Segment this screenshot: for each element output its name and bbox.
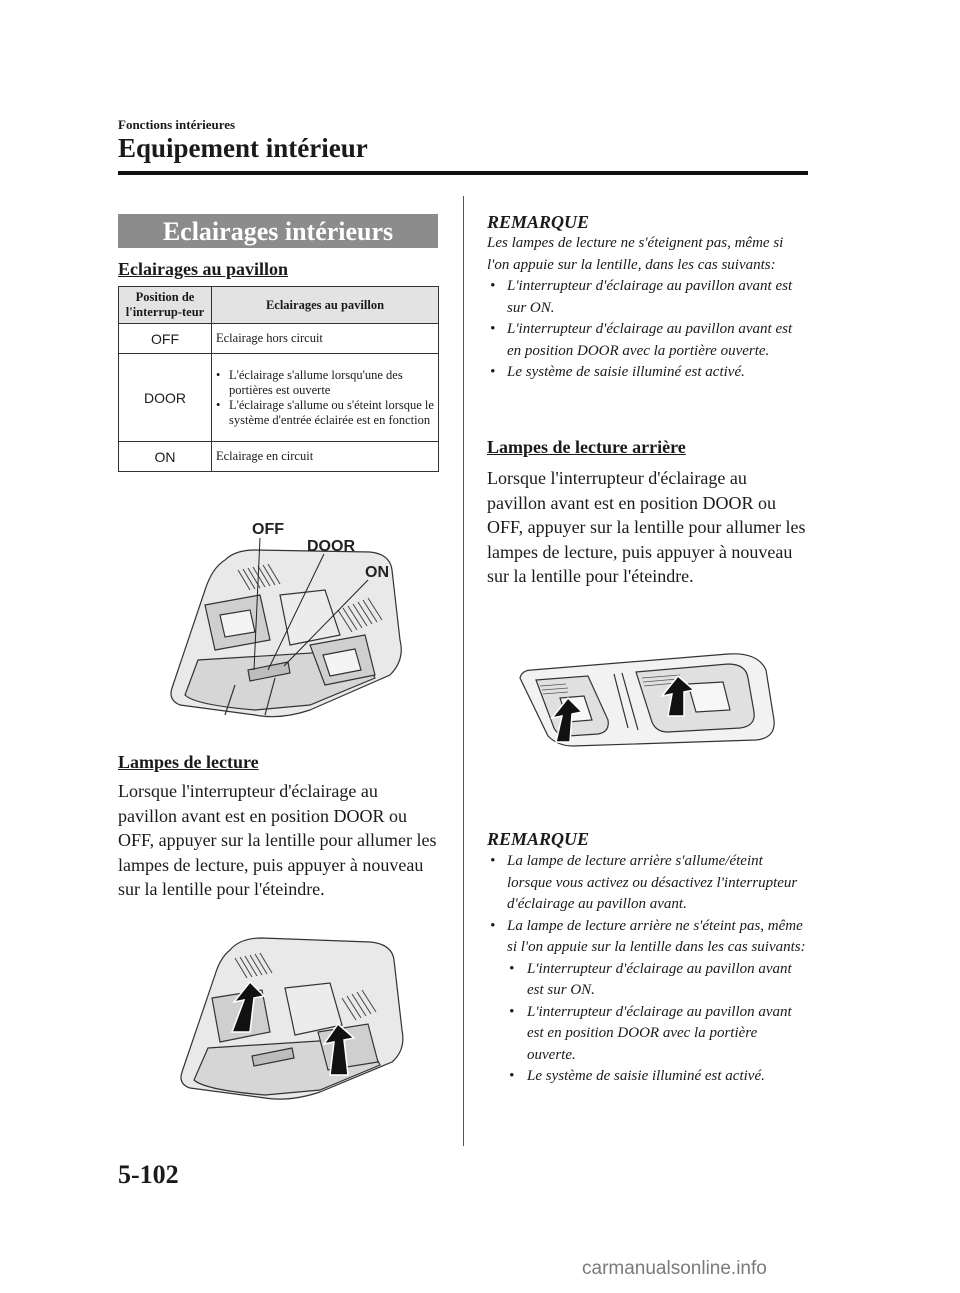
watermark: carmanualsonline.info bbox=[582, 1258, 767, 1279]
remarque-2 bbox=[487, 851, 809, 1088]
bullet-icon: • bbox=[490, 917, 496, 934]
bullet-icon: • bbox=[509, 1068, 515, 1084]
bullet-icon: • bbox=[509, 1003, 515, 1020]
list-item-text: Le système de saisie illuminé est activé. bbox=[507, 364, 745, 380]
remarque-intro: Les lampes de lecture ne s'éteignent pas, même si l'on appuie sur la lentille, dans les cas suivants: bbox=[487, 235, 784, 273]
section-banner: Eclairages intérieurs bbox=[118, 214, 438, 248]
bullet-icon: • bbox=[490, 321, 496, 337]
bullet-icon: • bbox=[490, 278, 496, 294]
table-header-lighting: Eclairages au pavillon bbox=[212, 287, 439, 324]
door-label: DOOR bbox=[307, 538, 355, 555]
remarque-title-1: REMARQUE bbox=[487, 212, 590, 232]
list-item-text: Le système de saisie illuminé est activé. bbox=[527, 1068, 765, 1084]
front-reading-lamp-figure bbox=[170, 920, 430, 1110]
sub-list-item bbox=[487, 1066, 809, 1088]
header-rule bbox=[118, 171, 808, 175]
list-item-text: L'interrupteur d'éclairage au pavillon avant est sur ON. bbox=[527, 960, 792, 998]
sub-list-item bbox=[487, 959, 809, 1002]
list-item-text: L'interrupteur d'éclairage au pavillon avant est en position DOOR avec la portière ouverte. bbox=[527, 1003, 792, 1063]
description-cell: Eclairage en circuit bbox=[212, 442, 439, 472]
switch-position-table bbox=[118, 286, 439, 472]
list-item bbox=[487, 362, 809, 384]
list-item bbox=[216, 398, 434, 428]
description-cell: Eclairage hors circuit bbox=[212, 324, 439, 354]
off-label: OFF bbox=[252, 521, 284, 538]
list-item bbox=[487, 851, 809, 916]
page-number: 5-102 bbox=[118, 1160, 179, 1189]
list-item bbox=[487, 319, 809, 362]
position-cell: ON bbox=[119, 442, 212, 472]
bullet-icon: • bbox=[490, 853, 496, 869]
column-divider bbox=[463, 196, 464, 1146]
list-item-text: L'éclairage s'allume ou s'éteint lorsque le système d'entrée éclairée est en fonction bbox=[229, 397, 434, 427]
position-cell: OFF bbox=[119, 324, 212, 354]
lampes-arriere-paragraph: Lorsque l'interrupteur d'éclairage au pavillon avant est en position DOOR ou OFF, appuyer sur la lentille pour allumer les lampes de lecture, puis appuyer à nouveau sur la lentille pour l'éteindre. bbox=[487, 468, 806, 586]
heading-lampes-arriere: Lampes de lecture arrière bbox=[487, 437, 686, 457]
list-item bbox=[487, 276, 809, 319]
list-item-text: L'éclairage s'allume lorsqu'une des portières est ouverte bbox=[229, 367, 403, 397]
remarque-title-2: REMARQUE bbox=[487, 829, 590, 849]
table-row bbox=[119, 354, 439, 442]
table-header-position: Position de l'interrup-teur bbox=[119, 287, 212, 324]
bullet-icon: • bbox=[216, 367, 221, 382]
lampes-lecture-paragraph: Lorsque l'interrupteur d'éclairage au pavillon avant est en position DOOR ou OFF, appuyer sur la lentille pour allumer les lampes de lecture, puis appuyer à nouveau sur la lentille pour l'éteindre. bbox=[118, 781, 437, 899]
list-item-text: L'interrupteur d'éclairage au pavillon avant est en position DOOR avec la portière ouverte. bbox=[507, 321, 793, 359]
bullet-icon: • bbox=[216, 397, 221, 412]
list-item-text: La lampe de lecture arrière s'allume/éteint lorsque vous activez ou désactivez l'interrupteur d'éclairage au pavillon avant. bbox=[507, 853, 798, 912]
list-item bbox=[216, 368, 434, 398]
bullet-icon: • bbox=[490, 364, 496, 380]
bullet-icon: • bbox=[509, 960, 515, 977]
table-header-row bbox=[119, 287, 439, 324]
table-row bbox=[119, 442, 439, 472]
position-cell: DOOR bbox=[119, 354, 212, 442]
remarque-1 bbox=[487, 233, 809, 384]
description-cell bbox=[212, 354, 439, 442]
rear-reading-lamp-figure bbox=[518, 650, 778, 750]
list-item-text: La lampe de lecture arrière ne s'éteint pas, même si l'on appuie sur la lentille dans les cas suivants: bbox=[507, 917, 806, 955]
list-item bbox=[487, 916, 809, 959]
table-row bbox=[119, 324, 439, 354]
overhead-console-switch-figure bbox=[160, 510, 430, 730]
sub-list-item bbox=[487, 1002, 809, 1067]
list-item-text: L'interrupteur d'éclairage au pavillon avant est sur ON. bbox=[507, 278, 793, 316]
on-label: ON bbox=[365, 564, 389, 581]
heading-eclairages-pavillon: Eclairages au pavillon bbox=[118, 259, 289, 279]
chapter-title: Equipement intérieur bbox=[118, 133, 368, 163]
heading-lampes-lecture: Lampes de lecture bbox=[118, 752, 259, 772]
section-title: Fonctions intérieures bbox=[118, 117, 236, 132]
